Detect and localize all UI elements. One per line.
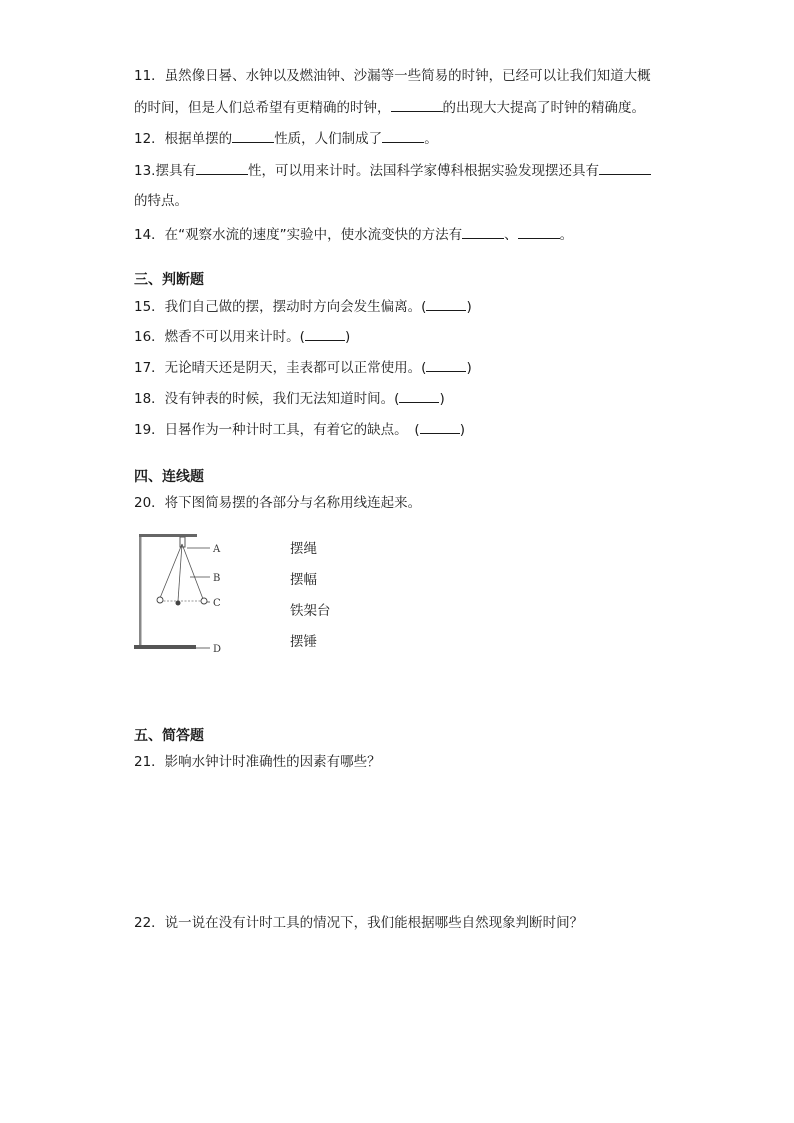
- answer-blank[interactable]: [232, 128, 274, 143]
- question-16-text: 16．燃香不可以用来计时。(: [134, 329, 305, 345]
- label-a: A: [213, 544, 221, 555]
- question-21: 21．影响水钟计时准确性的因素有哪些？: [134, 754, 381, 770]
- option-amplitude[interactable]: 摆幅: [290, 572, 317, 588]
- question-17: [134, 357, 472, 378]
- answer-blank[interactable]: [426, 296, 466, 311]
- close-paren: ): [459, 422, 465, 438]
- close-paren: ): [344, 329, 351, 345]
- answer-blank[interactable]: [305, 326, 345, 341]
- question-17-text: 17．无论晴天还是阴天，圭表都可以正常使用。(: [134, 360, 427, 376]
- pendulum-bob: [176, 601, 181, 606]
- label-b: B: [213, 573, 221, 584]
- question-11-text-1: 11．虽然像日晷、水钟以及燃油钟、沙漏等一些简易的时钟，已经可以让我们知道大概: [134, 68, 651, 84]
- question-13-line-1: [134, 160, 651, 181]
- answer-blank[interactable]: [518, 224, 560, 239]
- answer-blank[interactable]: [426, 357, 466, 372]
- question-14-separator: 、: [504, 227, 518, 243]
- question-12-text-2: 性质，人们制成了: [274, 131, 383, 147]
- question-11-text-2: 的时间，但是人们总希望有更精确的时钟，: [134, 100, 391, 116]
- question-11-line-2: [134, 97, 645, 118]
- question-12: [134, 128, 438, 149]
- pendulum-bob: [201, 598, 207, 604]
- section-3-title: 三、判断题: [134, 272, 204, 288]
- question-15-text: 15．我们自己做的摆，摆动时方向会发生偏离。(: [134, 299, 427, 315]
- answer-blank[interactable]: [196, 160, 248, 175]
- leader-lines: [187, 548, 210, 648]
- question-19-text: 19．日晷作为一种计时工具，有着它的缺点。 (: [134, 422, 420, 438]
- question-13-text-2: 性，可以用来计时。法国科学家傅科根据实验发现摆还具有: [247, 163, 599, 179]
- question-11-text-3: 的出现大大提高了时钟的精确度。: [442, 100, 645, 116]
- question-13-text-1: 13.摆具有: [134, 163, 196, 179]
- question-15: [134, 296, 472, 317]
- pendulum-diagram: [130, 530, 240, 660]
- question-12-text-1: 12．根据单摆的: [134, 131, 233, 147]
- question-19: [134, 419, 465, 440]
- option-pendulum-bob[interactable]: 摆锤: [290, 634, 317, 650]
- answer-blank[interactable]: [420, 419, 460, 434]
- pendulum-strings: [160, 544, 203, 601]
- label-c: C: [213, 598, 221, 609]
- answer-blank[interactable]: [599, 160, 651, 175]
- question-16: [134, 326, 350, 347]
- iron-stand: [134, 534, 197, 649]
- question-22: 22．说一说在没有计时工具的情况下，我们能根据哪些自然现象判断时间？: [134, 915, 584, 931]
- option-pendulum-string[interactable]: 摆绳: [290, 541, 317, 557]
- question-14: [134, 224, 573, 245]
- question-13-text-3: 的特点。: [134, 193, 188, 209]
- question-14-text-2: 。: [559, 227, 574, 243]
- label-d: D: [213, 644, 222, 655]
- question-14-text-1: 14．在“观察水流的速度”实验中，使水流变快的方法有: [134, 227, 463, 243]
- answer-blank[interactable]: [391, 97, 443, 112]
- close-paren: ): [466, 299, 472, 315]
- question-18: [134, 388, 445, 409]
- question-12-text-3: 。: [424, 131, 438, 147]
- question-20: 20．将下图简易摆的各部分与名称用线连起来。: [134, 495, 422, 511]
- question-18-text: 18．没有钟表的时候，我们无法知道时间。(: [134, 391, 400, 407]
- question-13-line-2: [134, 191, 188, 211]
- pendulum-bob: [157, 597, 163, 603]
- section-5-title: 五、简答题: [134, 728, 204, 744]
- question-11-line-1: [134, 66, 651, 86]
- answer-blank[interactable]: [462, 224, 504, 239]
- option-iron-stand[interactable]: 铁架台: [290, 603, 331, 619]
- section-4-title: 四、连线题: [134, 469, 204, 485]
- answer-blank[interactable]: [382, 128, 424, 143]
- answer-blank[interactable]: [399, 388, 439, 403]
- close-paren: ): [439, 391, 445, 407]
- close-paren: ): [466, 360, 472, 376]
